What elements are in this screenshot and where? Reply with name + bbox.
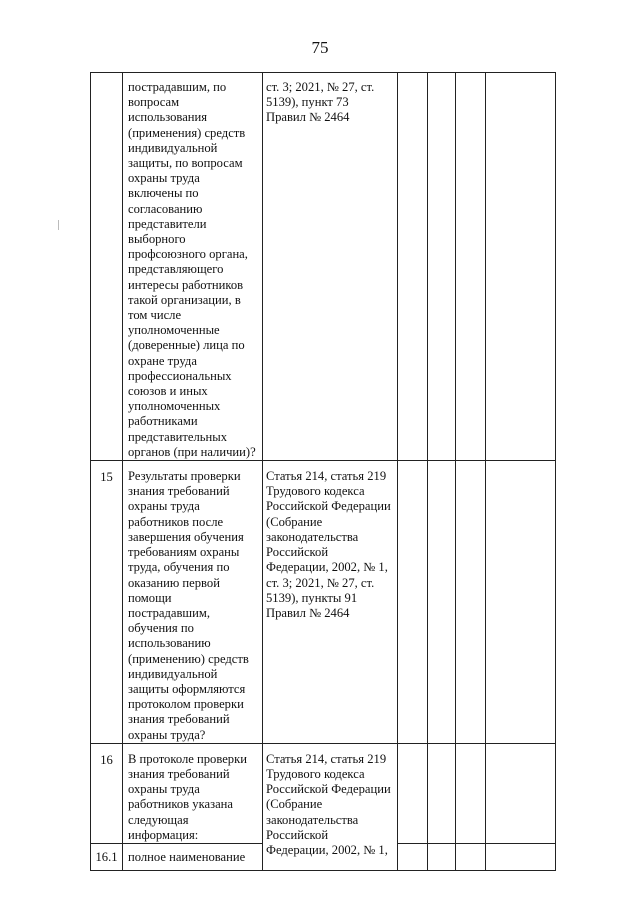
- question-cell: [123, 73, 263, 461]
- reference-text: Статья 214, статья 219 Трудового кодекса Российской Федерации (Собрание законодательства Российской Федерации, 2002, № 1, ст. 3; 2021, № 27, ст. 5139), пункты 91 Правил № 2464: [266, 469, 391, 620]
- row-number-cell: [91, 843, 123, 870]
- question-text: В протоколе проверки знания требований охраны труда работников указана следующая информация:: [128, 751, 247, 842]
- row-number: 16.1: [95, 849, 118, 864]
- question-text: полное наименование: [128, 849, 246, 864]
- reference-cell: [263, 743, 398, 870]
- page-number: 75: [311, 38, 329, 57]
- answer-no-cell: [428, 743, 456, 843]
- answer-na-cell: [456, 461, 486, 744]
- table-row-16: [91, 743, 556, 843]
- question-cell: [123, 461, 263, 744]
- notes-cell: [486, 73, 556, 461]
- checklist-table: [90, 72, 556, 871]
- row-number-cell: [91, 461, 123, 744]
- reference-cell: [263, 73, 398, 461]
- answer-na-cell: [456, 73, 486, 461]
- reference-text: ст. 3; 2021, № 27, ст. 5139), пункт 73 Правил № 2464: [266, 80, 375, 125]
- question-text: пострадавшим, по вопросам использования (применения) средств индивидуальной защиты, по вопросам охраны труда включены по согласованию представители выборного профсоюзного органа, представляющего интересы работников такой организации, в том числе уполномоченные (доверенные) лица по охране труда профессиональных союзов и иных уполномоченных работниками представительных органов (при наличии)?: [128, 80, 256, 459]
- row-number: [91, 73, 122, 82]
- answer-yes-cell: [398, 73, 428, 461]
- notes-cell: [486, 743, 556, 843]
- question-cell: [123, 843, 263, 870]
- row-number: 16: [100, 752, 113, 767]
- answer-no-cell: [428, 461, 456, 744]
- answer-yes-cell: [398, 461, 428, 744]
- notes-cell: [486, 843, 556, 870]
- question-text: Результаты проверки знания требований охраны труда работников после завершения обучения требованиям охраны труда, обучения по оказанию первой помощи пострадавшим, обучения по использованию (применению) средств индивидуальной защиты оформляются протоколом проверки знания требований охраны труда?: [128, 469, 249, 742]
- answer-no-cell: [428, 843, 456, 870]
- answer-na-cell: [456, 843, 486, 870]
- reference-text: Статья 214, статья 219 Трудового кодекса Российской Федерации (Собрание законодательства Российской Федерации, 2002, № 1,: [266, 751, 391, 857]
- answer-na-cell: [456, 743, 486, 843]
- scan-edge-mark: [58, 220, 59, 230]
- notes-cell: [486, 461, 556, 744]
- row-number-cell: [91, 73, 123, 461]
- answer-no-cell: [428, 73, 456, 461]
- table-row-continuation: [91, 73, 556, 461]
- table-row-15: [91, 461, 556, 744]
- reference-cell: [263, 461, 398, 744]
- answer-yes-cell: [398, 843, 428, 870]
- question-cell: [123, 743, 263, 843]
- answer-yes-cell: [398, 743, 428, 843]
- row-number-cell: [91, 743, 123, 843]
- row-number: 15: [100, 470, 113, 485]
